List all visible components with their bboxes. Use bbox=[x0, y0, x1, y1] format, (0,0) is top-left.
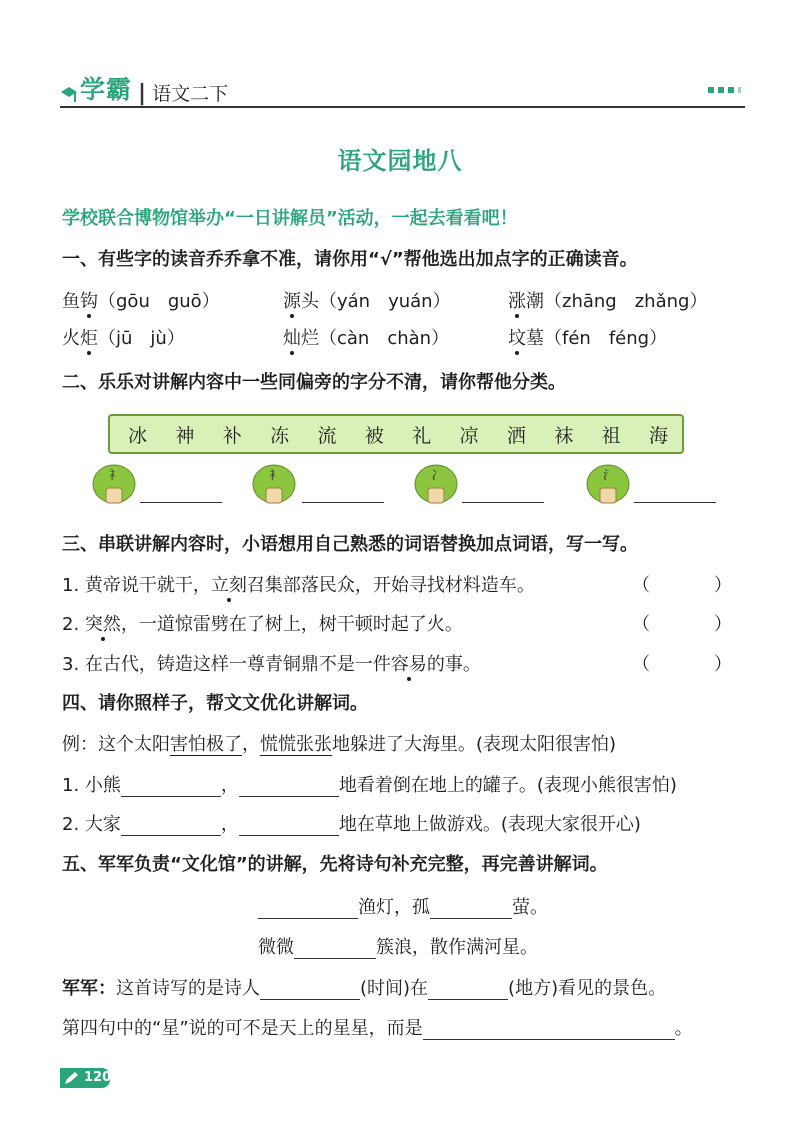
answer-blank[interactable] bbox=[258, 897, 358, 919]
answer-blank[interactable] bbox=[428, 978, 508, 1000]
answer-blank-1[interactable] bbox=[140, 486, 222, 503]
sec4-question-2: 2. 大家 ， 地在草地上做游戏。(表现大家很开心) bbox=[62, 814, 641, 835]
answer-blank[interactable] bbox=[430, 897, 512, 919]
banner-char: 冻 bbox=[270, 425, 290, 447]
sec4-question-1: 1. 小熊 ， 地看着倒在地上的罐子。(表现小熊很害怕) bbox=[62, 775, 677, 796]
pinyin-item-3: 涨潮（zhāng zhǎng） bbox=[508, 287, 707, 313]
answer-paren-2[interactable]: （ ） bbox=[632, 614, 732, 635]
sec3-line-1: 1. 黄帝说干就干，立刻召集部落民众，开始寻找材料造车。 bbox=[62, 571, 535, 597]
answer-paren-3[interactable]: （ ） bbox=[632, 654, 732, 675]
answer-blank[interactable] bbox=[121, 775, 221, 797]
header-rule bbox=[60, 106, 745, 108]
section-3-heading: 三、串联讲解内容时，小语想用自己熟悉的词语替换加点词语，写一写。 bbox=[62, 534, 638, 555]
sec3-line-2: 2. 突然，一道惊雷劈在了树上，树干顿时起了火。 bbox=[62, 610, 463, 636]
explanation-line-1: 军军：这首诗写的是诗人 (时间)在 (地方)看见的景色。 bbox=[62, 978, 667, 999]
pinyin-item-4: 火炬（jū jù） bbox=[62, 324, 185, 350]
mushroom-hut-icon: 衤 bbox=[252, 462, 296, 504]
banner-char: 冰 bbox=[128, 425, 148, 447]
banner-char: 洒 bbox=[506, 425, 526, 447]
pencil-icon bbox=[64, 1071, 80, 1085]
page-title: 语文园地八 bbox=[337, 147, 463, 175]
intro-text: 学校联合博物馆举办“一日讲解员”活动，一起去看看吧！ bbox=[62, 208, 518, 229]
banner-char: 海 bbox=[648, 425, 668, 447]
banner-char: 礼 bbox=[412, 425, 432, 447]
header-logo bbox=[60, 72, 228, 106]
banner-char: 流 bbox=[317, 425, 337, 447]
pinyin-item-5: 灿烂（càn chàn） bbox=[283, 324, 449, 350]
answer-blank[interactable] bbox=[239, 775, 339, 797]
section-4-heading: 四、请你照样子，帮文文优化讲解词。 bbox=[62, 693, 368, 714]
book-title: 语文二下 bbox=[152, 83, 229, 105]
example-line: 例：这个太阳害怕极了，慌慌张张地躲进了大海里。(表现太阳很害怕) bbox=[62, 734, 617, 755]
banner-char: 神 bbox=[175, 425, 195, 447]
answer-blank[interactable] bbox=[260, 978, 360, 1000]
answer-blank[interactable] bbox=[423, 1018, 675, 1040]
banner-char: 补 bbox=[222, 425, 242, 447]
banner-char: 祖 bbox=[601, 425, 621, 447]
banner-char: 袜 bbox=[554, 425, 574, 447]
section-1-heading: 一、有些字的读音乔乔拿不准，请你用“√”帮他选出加点字的正确读音。 bbox=[62, 249, 638, 270]
header-dots bbox=[708, 87, 741, 93]
banner-char: 凉 bbox=[459, 425, 479, 447]
mushroom-hut-icon: 礻 bbox=[92, 462, 136, 504]
answer-blank-3[interactable] bbox=[462, 486, 544, 503]
answer-blank[interactable] bbox=[239, 814, 339, 836]
pinyin-item-1: 鱼钩（gōu guō） bbox=[62, 287, 220, 313]
poem-line-2: 微微 簇浪，散作满河星。 bbox=[258, 937, 538, 958]
pinyin-item-2: 源头（yán yuán） bbox=[283, 287, 451, 313]
sec3-line-3: 3. 在古代，铸造这样一尊青铜鼎不是一件容易的事。 bbox=[62, 650, 481, 676]
banner-char: 被 bbox=[364, 425, 384, 447]
logo-text: 学霸 bbox=[80, 75, 133, 104]
section-5-heading: 五、军军负责“文化馆”的讲解，先将诗句补充完整，再完善讲解词。 bbox=[62, 854, 608, 875]
pinyin-item-6: 坟墓（fén féng） bbox=[508, 324, 667, 350]
answer-paren-1[interactable]: （ ） bbox=[632, 575, 732, 596]
graduation-cap-icon bbox=[60, 84, 78, 106]
poem-line-1: 渔灯，孤 萤。 bbox=[258, 893, 548, 919]
page-number-badge: 120 bbox=[60, 1068, 110, 1088]
answer-blank[interactable] bbox=[121, 814, 221, 836]
section-2-heading: 二、乐乐对讲解内容中一些同偏旁的字分不清，请你帮他分类。 bbox=[62, 372, 566, 393]
logo-separator: | bbox=[138, 81, 147, 106]
mushroom-hut-icon: 冫 bbox=[414, 462, 458, 504]
answer-blank[interactable] bbox=[294, 937, 376, 959]
answer-blank-2[interactable] bbox=[302, 486, 384, 503]
answer-blank-4[interactable] bbox=[634, 486, 716, 503]
banner-characters bbox=[128, 421, 668, 448]
explanation-line-2: 第四句中的“星”说的可不是天上的星星，而是 。 bbox=[62, 1018, 693, 1039]
mushroom-hut-icon: 氵 bbox=[586, 462, 630, 504]
